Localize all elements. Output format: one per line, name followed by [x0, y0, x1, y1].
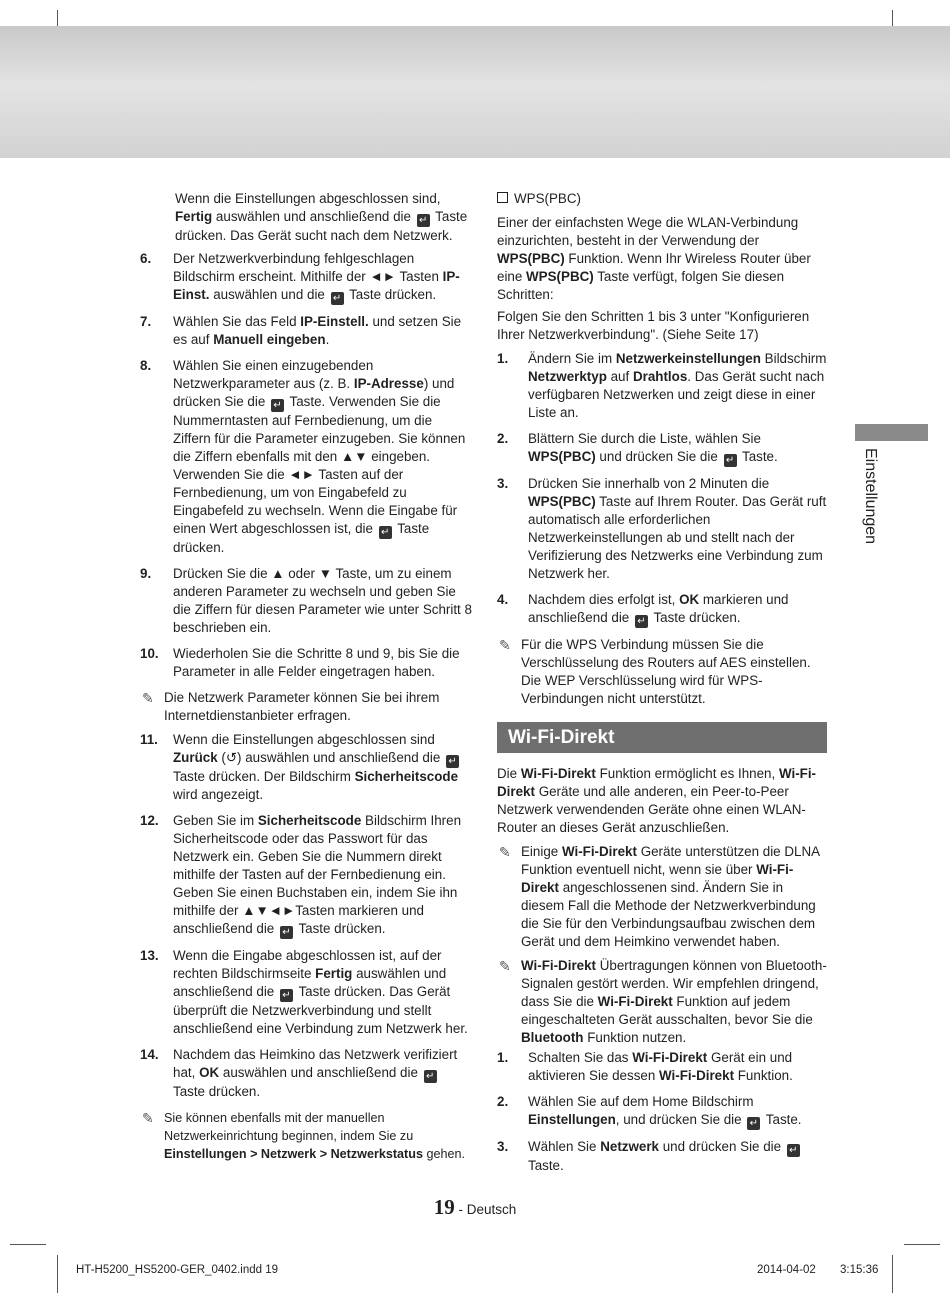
print-date: 2014-04-02 — [757, 1264, 816, 1276]
right-column — [497, 190, 827, 1183]
step-12: 12. Geben Sie im Sicherheitscode Bildschirm Ihren Sicherheitscode oder das Passwort für das Netzwerk ein. Geben Sie die Nummern direkt mithilfe der Tasten auf der Fernbedienung ein. Geben Sie einen Buchstaben ein, indem Sie ihn mithilfe der ▲▼◄►Tasten markieren und anschließend die ↵ Taste drücken. — [140, 813, 462, 938]
note-wps-encryption: ✎ Für die WPS Verbindung müssen Sie die Verschlüsselung des Routers auf AES einstellen. Die WEP Verschlüsselung wird für WPS-Verbindungen nicht unterstützt. — [499, 637, 811, 706]
step-10: 10. Wiederholen Sie die Schritte 8 und 9, bis Sie die Parameter in alle Felder eingetragen haben. — [140, 646, 460, 679]
pencil-icon: ✎ — [142, 690, 154, 706]
enter-icon: ↵ — [417, 214, 430, 227]
note-manual-setup: ✎ Sie können ebenfalls mit der manuellen Netzwerkeinrichtung beginnen, indem Sie zu Einstellungen > Netzwerk > Netzwerkstatus gehen. — [142, 1110, 465, 1161]
wifi-step-2: 2. Wählen Sie auf dem Home Bildschirm Einstellungen, und drücken Sie die ↵ Taste. — [497, 1094, 802, 1129]
pencil-icon: ✎ — [499, 637, 511, 653]
enter-icon: ↵ — [787, 1144, 800, 1157]
print-time: 3:15:36 — [840, 1264, 879, 1276]
wps-step-2: 2. Blättern Sie durch die Liste, wählen Sie WPS(PBC) und drücken Sie die ↵ Taste. — [497, 431, 778, 466]
wps-step-4: 4. Nachdem dies erfolgt ist, OK markieren und anschließend die ↵ Taste drücken. — [497, 592, 789, 627]
wps-intro: Einer der einfachsten Wege die WLAN-Verbindung einzurichten, besteht in der Verwendung der WPS(PBC) Funktion. Wenn Ihr Wireless Router über eine WPS(PBC) Taste verfügt, folgen Sie diesen Schritten: — [497, 215, 811, 302]
pencil-icon: ✎ — [142, 1110, 154, 1126]
wps-heading: WPS(PBC) — [497, 190, 827, 208]
enter-icon: ↵ — [424, 1070, 437, 1083]
note-bluetooth: ✎ Wi-Fi-Direkt Übertragungen können von Bluetooth-Signalen gestört werden. Wir empfehlen dringend, dass Sie die Wi-Fi-Direkt Funktion auf jedem eingeschalteten Gerät ausschalten, bevor Sie die Bluetooth Funktion nutzen. — [499, 958, 827, 1045]
page-language: - Deutsch — [454, 1202, 517, 1217]
note-dlna: ✎ Einige Wi-Fi-Direkt Geräte unterstützen die DLNA Funktion eventuell nicht, wenn sie über Wi-Fi-Direkt angeschlossenen sind. Ändern Sie in diesem Fall die Methode der Netzwerkverbindung die Sie für den Verbindungsaufbau zwischen dem Gerät und dem Heimkino verwendet haben. — [499, 844, 820, 949]
wifi-step-3: 3. Wählen Sie Netzwerk und drücken Sie die ↵ Taste. — [497, 1138, 827, 1175]
step-14: 14. Nachdem das Heimkino das Netzwerk verifiziert hat, OK auswählen und anschließend die ↵ Taste drücken. — [140, 1047, 458, 1099]
crop-mark — [57, 1255, 58, 1293]
step-7: 7. Wählen Sie das Feld IP-Einstell. und setzen Sie es auf Manuell eingeben. — [140, 314, 462, 347]
intro-paragraph: Wenn die Einstellungen abgeschlossen sind, Fertig auswählen und anschließend die ↵ Taste drücken. Das Gerät sucht nach dem Netzwerk. — [175, 191, 468, 243]
step-9: 9. Drücken Sie die ▲ oder ▼ Taste, um zu einem anderen Parameter zu wechseln und geben Sie die Ziffern für diesen Parameter wie unter Schritt 8 beschrieben ein. — [140, 566, 472, 635]
wps-reference: Folgen Sie den Schritten 1 bis 3 unter "Konfigurieren Ihrer Netzwerkverbindung". (Siehe Seite 17) — [497, 309, 810, 342]
pencil-icon: ✎ — [499, 844, 511, 860]
enter-icon: ↵ — [635, 615, 648, 628]
note-isp: ✎ Die Netzwerk Parameter können Sie bei ihrem Internetdienstanbieter erfragen. — [142, 690, 440, 723]
header-band — [0, 26, 950, 158]
enter-icon: ↵ — [379, 526, 392, 539]
crop-mark — [892, 1255, 893, 1293]
page-number: 19 — [433, 1195, 455, 1219]
enter-icon: ↵ — [446, 755, 459, 768]
enter-icon: ↵ — [271, 399, 284, 412]
enter-icon: ↵ — [331, 292, 344, 305]
crop-mark — [904, 1244, 940, 1245]
pencil-icon: ✎ — [499, 958, 511, 974]
step-13: 13. Wenn die Eingabe abgeschlossen ist, auf der rechten Bildschirmseite Fertig auswählen und anschließend die ↵ Taste drücken. Das Gerät überprüft die Netzwerkverbindung und stellt anschließend eine Verbindung zum Netzwerk her. — [140, 948, 468, 1036]
wifi-step-1: 1. Schalten Sie das Wi-Fi-Direkt Gerät ein und aktivieren Sie dessen Wi-Fi-Direkt Funktion. — [497, 1050, 793, 1083]
checkbox-bullet-icon — [497, 192, 508, 203]
step-8: 8. Wählen Sie einen einzugebenden Netzwerkparameter aus (z. B. IP-Adresse) und drücken Sie die ↵ Taste. Verwenden Sie die Nummerntasten auf Fernbedienung, um die Ziffern für die Parameter einzugeben. Sie können die Ziffern ebenfalls mit den ▲▼ eingeben. Verwenden Sie die ◄► Tasten auf der Fernbedienung, um von Eingabefeld zu Eingabefeld zu wechseln. Wenn die Eingabe für einen Wert abgeschlossen ist, die ↵ Taste drücken. — [140, 358, 466, 555]
crop-mark — [10, 1244, 46, 1245]
section-title-wifi-direct: Wi-Fi-Direkt — [497, 722, 827, 753]
step-6: 6. Der Netzwerkverbindung fehlgeschlagen Bildschirm erscheint. Mithilfe der ◄► Tasten IP-Einst. auswählen und die ↵ Taste drücken. — [140, 251, 460, 304]
enter-icon: ↵ — [280, 926, 293, 939]
enter-icon: ↵ — [724, 454, 737, 467]
left-column — [140, 190, 472, 1169]
wps-step-3: 3. Drücken Sie innerhalb von 2 Minuten die WPS(PBC) Taste auf Ihrem Router. Das Gerät ruft automatisch alle erforderlichen Netzwerkeinstellungen ab und stellt nach der Verifizierung des Netzwerks eine Verbindung zum Netzwerk her. — [497, 476, 827, 581]
wifi-direct-intro: Die Wi-Fi-Direkt Funktion ermöglicht es Ihnen, Wi-Fi-Direkt Geräte und alle anderen, ein Peer-to-Peer Netzwerk verwendenden Geräte ohne einen WLAN-Router an dieses Gerät anzuschließen. — [497, 766, 817, 835]
enter-icon: ↵ — [747, 1117, 760, 1130]
page-footer — [0, 1195, 950, 1220]
side-tab-marker — [855, 424, 928, 441]
enter-icon: ↵ — [280, 989, 293, 1002]
step-11: 11. Wenn die Einstellungen abgeschlossen sind Zurück (↺) auswählen und anschließend die ↵ Taste drücken. Der Bildschirm Sicherheitscode wird angezeigt. — [140, 732, 459, 802]
wps-step-1: 1. Ändern Sie im Netzwerkeinstellungen Bildschirm Netzwerktyp auf Drahtlos. Das Gerät sucht nach verfügbaren Netzwerken und zeigt diese in einer Liste an. — [497, 351, 827, 420]
print-file-info: HT-H5200_HS5200-GER_0402.indd 19 — [76, 1264, 279, 1276]
side-tab-label: Einstellungen — [862, 448, 879, 545]
